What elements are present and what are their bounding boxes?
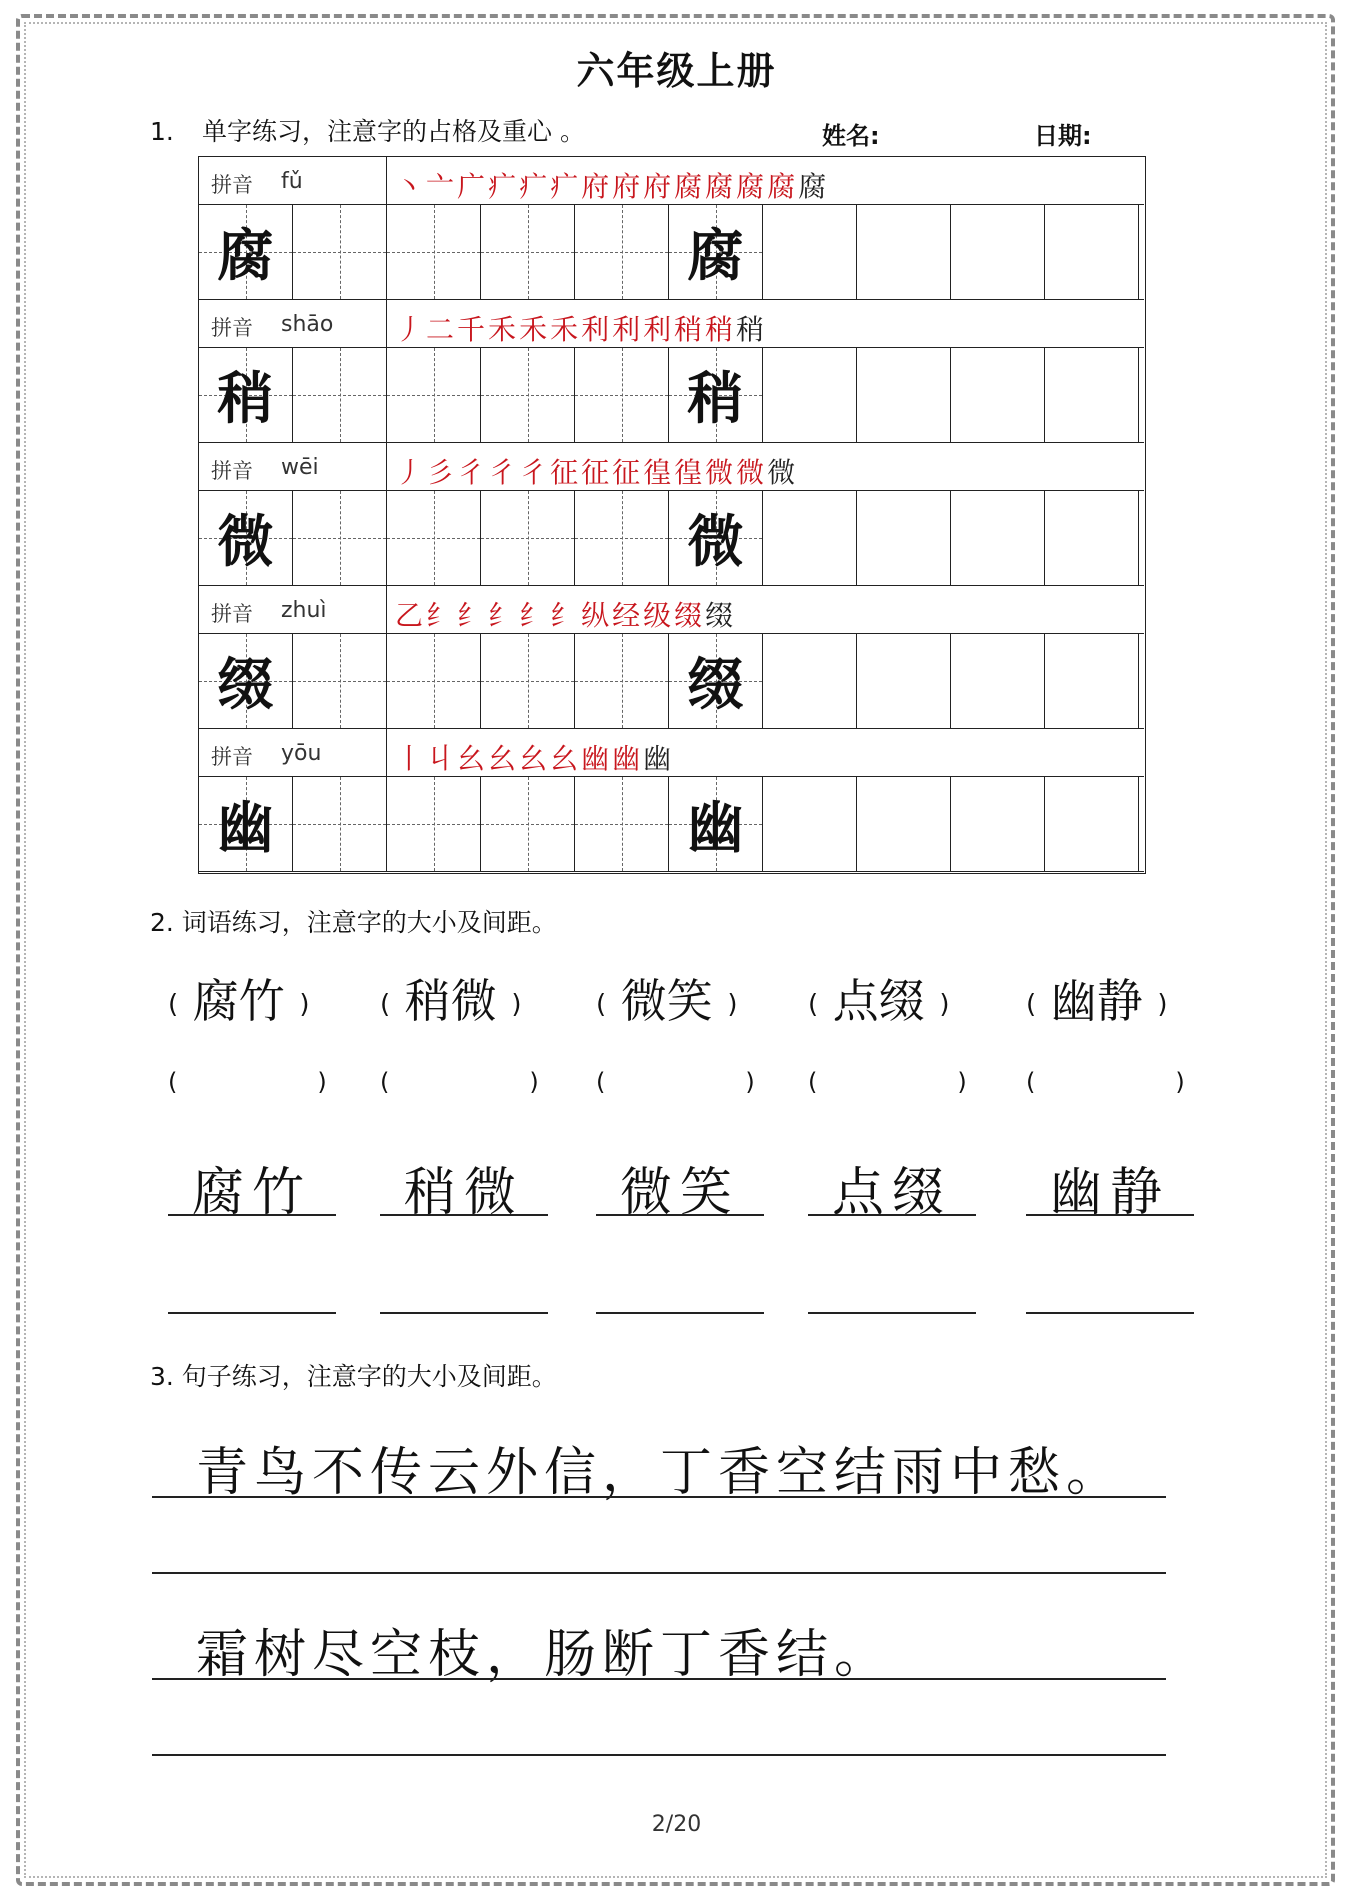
pinyin-divider — [386, 300, 387, 347]
stroke-step: 千 — [457, 313, 489, 346]
stroke-step: 府 — [581, 170, 613, 203]
practice-cell — [293, 634, 387, 728]
word-pinyin-box — [380, 965, 522, 1031]
stroke-step: 幽 — [643, 742, 675, 775]
stroke-step: 丨 — [395, 742, 427, 775]
stroke-step: 二 — [426, 313, 458, 346]
open-paren: ( — [808, 989, 819, 1020]
stroke-step: 禾 — [550, 313, 582, 346]
stroke-step: 疒 — [488, 170, 520, 203]
writing-line — [152, 1754, 1166, 1756]
practice-cell — [763, 777, 857, 871]
stroke-step: 禾 — [519, 313, 551, 346]
word-pinyin-box — [1026, 965, 1168, 1031]
practice-cell — [1045, 491, 1139, 585]
stroke-order — [395, 165, 829, 205]
stroke-step: 稍 — [674, 313, 706, 346]
writing-line — [1026, 1214, 1194, 1216]
stroke-step: 纟 — [519, 599, 551, 632]
char-row — [199, 205, 1144, 300]
model-char: 腐 — [217, 223, 274, 289]
practice-cell — [669, 634, 763, 728]
char-row — [199, 634, 1144, 729]
pinyin-label: 拼音 — [211, 602, 253, 626]
close-paren: ) — [727, 989, 738, 1020]
date-label: 日期: — [1034, 122, 1092, 150]
practice-cell — [387, 634, 481, 728]
pinyin-value: wēi — [281, 455, 319, 480]
practice-cell — [763, 348, 857, 442]
writing-line — [380, 1214, 548, 1216]
model-char: 稍 — [217, 366, 274, 432]
practice-cell — [293, 205, 387, 299]
practice-cell — [669, 777, 763, 871]
stroke-step: 徨 — [643, 456, 675, 489]
practice-cell — [1045, 348, 1139, 442]
word-text: 微笑 — [606, 974, 728, 1028]
model-char: 幽 — [687, 795, 744, 861]
open-paren: ( — [380, 989, 391, 1020]
pinyin-divider — [386, 443, 387, 490]
stroke-step: 丿 — [395, 456, 427, 489]
stroke-step: 纟 — [426, 599, 458, 632]
stroke-step: 稍 — [736, 313, 768, 346]
page-title: 六年级上册 — [576, 49, 777, 93]
empty-paren-box — [168, 1068, 327, 1096]
word-text: 幽静 — [1036, 974, 1158, 1028]
trace-word: 微笑 — [619, 1163, 740, 1223]
practice-cell — [387, 491, 481, 585]
section2-heading: 2. 词语练习，注意字的大小及间距。 — [150, 908, 557, 937]
stroke-order — [395, 451, 798, 491]
practice-cell — [763, 634, 857, 728]
trace-word: 稍微 — [403, 1163, 524, 1223]
practice-cell — [669, 491, 763, 585]
open-paren: ( — [1026, 989, 1037, 1020]
stroke-step: 纟 — [550, 599, 582, 632]
pinyin-divider — [386, 586, 387, 633]
stroke-step: 利 — [643, 313, 675, 346]
stroke-step: 征 — [550, 456, 582, 489]
close-paren: ) — [939, 989, 950, 1020]
open-paren: ( — [168, 1068, 178, 1096]
section1-heading — [150, 112, 585, 148]
stroke-step: 府 — [612, 170, 644, 203]
practice-cell — [763, 205, 857, 299]
practice-cell — [951, 205, 1045, 299]
stroke-step: 丩 — [426, 742, 458, 775]
stroke-step: 乙 — [395, 599, 427, 632]
practice-cell — [481, 777, 575, 871]
stroke-step: 禾 — [488, 313, 520, 346]
practice-cell — [857, 348, 951, 442]
trace-sentence: 霜树尽空枝，肠断丁香结。 — [196, 1625, 893, 1685]
word-pinyin-box — [596, 965, 738, 1031]
practice-cell — [857, 205, 951, 299]
stroke-step: 缀 — [674, 599, 706, 632]
practice-cell — [1045, 205, 1139, 299]
trace-word: 腐竹 — [191, 1163, 312, 1223]
model-char: 缀 — [217, 652, 274, 718]
empty-paren-box — [596, 1068, 755, 1096]
writing-line — [1026, 1312, 1194, 1314]
close-paren: ) — [745, 1068, 755, 1096]
practice-cell — [857, 491, 951, 585]
pinyin-label: 拼音 — [211, 173, 253, 197]
stroke-step: 彳 — [457, 456, 489, 489]
stroke-step: 纟 — [488, 599, 520, 632]
practice-cell — [199, 777, 293, 871]
model-char: 缀 — [687, 652, 744, 718]
practice-cell — [1045, 634, 1139, 728]
stroke-step: 幺 — [457, 742, 489, 775]
writing-line — [152, 1496, 1166, 1498]
word-text: 腐竹 — [178, 974, 300, 1028]
open-paren: ( — [168, 989, 179, 1020]
practice-cell — [293, 348, 387, 442]
writing-line — [596, 1214, 764, 1216]
practice-cell — [481, 205, 575, 299]
empty-paren-box — [808, 1068, 967, 1096]
practice-cell — [199, 491, 293, 585]
stroke-step: 征 — [581, 456, 613, 489]
stroke-step: 级 — [643, 599, 675, 632]
practice-cell — [387, 205, 481, 299]
stroke-step: 稍 — [705, 313, 737, 346]
pinyin-row — [199, 300, 1144, 348]
stroke-step: 征 — [612, 456, 644, 489]
writing-line — [808, 1312, 976, 1314]
pinyin-label: 拼音 — [211, 459, 253, 483]
stroke-order — [395, 594, 736, 634]
practice-cell — [669, 205, 763, 299]
writing-line — [168, 1214, 336, 1216]
stroke-step: 腐 — [798, 170, 830, 203]
stroke-step: 疒 — [519, 170, 551, 203]
practice-cell — [575, 348, 669, 442]
open-paren: ( — [596, 989, 607, 1020]
practice-cell — [387, 348, 481, 442]
stroke-step: 幽 — [581, 742, 613, 775]
model-char: 稍 — [687, 366, 744, 432]
trace-sentence: 青鸟不传云外信，丁香空结雨中愁。 — [196, 1443, 1125, 1503]
model-char: 微 — [687, 509, 744, 575]
pinyin-row — [199, 729, 1144, 777]
char-row — [199, 348, 1144, 443]
char-row — [199, 491, 1144, 586]
pinyin-row — [199, 586, 1144, 634]
pinyin-value: zhuì — [281, 598, 327, 623]
stroke-step: 幺 — [550, 742, 582, 775]
word-text: 点缀 — [818, 974, 940, 1028]
stroke-step: 利 — [612, 313, 644, 346]
writing-line — [168, 1312, 336, 1314]
word-text: 稍微 — [390, 974, 512, 1028]
pinyin-value: shāo — [281, 312, 334, 337]
name-label: 姓名: — [822, 122, 880, 150]
practice-cell — [575, 491, 669, 585]
stroke-step: 疒 — [550, 170, 582, 203]
trace-word: 幽静 — [1049, 1163, 1170, 1223]
practice-cell — [481, 634, 575, 728]
stroke-step: 幺 — [488, 742, 520, 775]
practice-cell — [575, 777, 669, 871]
model-char: 腐 — [687, 223, 744, 289]
practice-cell — [199, 205, 293, 299]
pinyin-row — [199, 443, 1144, 491]
close-paren: ) — [1175, 1068, 1185, 1096]
stroke-step: 彳 — [519, 456, 551, 489]
writing-line — [380, 1312, 548, 1314]
practice-cell — [575, 205, 669, 299]
word-pinyin-box — [808, 965, 950, 1031]
stroke-step: 腐 — [767, 170, 799, 203]
page-number: 2/20 — [651, 1812, 702, 1837]
stroke-step: 缀 — [705, 599, 737, 632]
practice-cell — [951, 348, 1045, 442]
stroke-step: 利 — [581, 313, 613, 346]
practice-cell — [199, 348, 293, 442]
open-paren: ( — [808, 1068, 818, 1096]
stroke-step: 广 — [457, 170, 489, 203]
writing-line — [152, 1572, 1166, 1574]
stroke-step: 微 — [767, 456, 799, 489]
practice-cell — [951, 777, 1045, 871]
open-paren: ( — [1026, 1068, 1036, 1096]
pinyin-divider — [386, 729, 387, 776]
practice-cell — [763, 491, 857, 585]
stroke-step: 微 — [705, 456, 737, 489]
stroke-step: 经 — [612, 599, 644, 632]
close-paren: ) — [957, 1068, 967, 1096]
stroke-step: 丿 — [395, 313, 427, 346]
practice-grid — [198, 156, 1146, 874]
model-char: 微 — [217, 509, 274, 575]
practice-cell — [1045, 777, 1139, 871]
practice-cell — [481, 491, 575, 585]
stroke-step: 幽 — [612, 742, 644, 775]
stroke-order — [395, 308, 767, 348]
close-paren: ) — [529, 1068, 539, 1096]
writing-line — [808, 1214, 976, 1216]
writing-line — [596, 1312, 764, 1314]
practice-cell — [951, 491, 1045, 585]
pinyin-value: fǔ — [281, 169, 303, 194]
open-paren: ( — [596, 1068, 606, 1096]
practice-cell — [199, 634, 293, 728]
empty-paren-box — [1026, 1068, 1185, 1096]
stroke-step: 亠 — [426, 170, 458, 203]
stroke-step: 腐 — [674, 170, 706, 203]
section3-heading: 3. 句子练习，注意字的大小及间距。 — [150, 1362, 557, 1391]
section1-number: 1. — [150, 117, 174, 146]
practice-cell — [857, 634, 951, 728]
char-row — [199, 777, 1144, 872]
practice-cell — [293, 491, 387, 585]
empty-paren-box — [380, 1068, 539, 1096]
practice-cell — [951, 634, 1045, 728]
word-pinyin-box — [168, 965, 310, 1031]
pinyin-row — [199, 157, 1144, 205]
practice-cell — [387, 777, 481, 871]
close-paren: ) — [299, 989, 310, 1020]
pinyin-label: 拼音 — [211, 316, 253, 340]
model-char: 幽 — [217, 795, 274, 861]
practice-cell — [293, 777, 387, 871]
section1-heading-text: 单字练习，注意字的占格及重心 。 — [202, 117, 585, 146]
pinyin-value: yōu — [281, 741, 322, 766]
stroke-step: 徨 — [674, 456, 706, 489]
stroke-step: 丶 — [395, 170, 427, 203]
close-paren: ) — [511, 989, 522, 1020]
stroke-step: 纟 — [457, 599, 489, 632]
stroke-step: 府 — [643, 170, 675, 203]
stroke-step: 微 — [736, 456, 768, 489]
practice-cell — [669, 348, 763, 442]
pinyin-divider — [386, 157, 387, 204]
writing-line — [152, 1678, 1166, 1680]
stroke-step: 彳 — [488, 456, 520, 489]
open-paren: ( — [380, 1068, 390, 1096]
stroke-step: 腐 — [705, 170, 737, 203]
practice-cell — [857, 777, 951, 871]
stroke-step: 幺 — [519, 742, 551, 775]
stroke-step: 彡 — [426, 456, 458, 489]
practice-cell — [575, 634, 669, 728]
close-paren: ) — [317, 1068, 327, 1096]
stroke-step: 纵 — [581, 599, 613, 632]
stroke-step: 腐 — [736, 170, 768, 203]
trace-word: 点缀 — [831, 1163, 952, 1223]
pinyin-label: 拼音 — [211, 745, 253, 769]
close-paren: ) — [1157, 989, 1168, 1020]
practice-cell — [481, 348, 575, 442]
stroke-order — [395, 737, 674, 777]
